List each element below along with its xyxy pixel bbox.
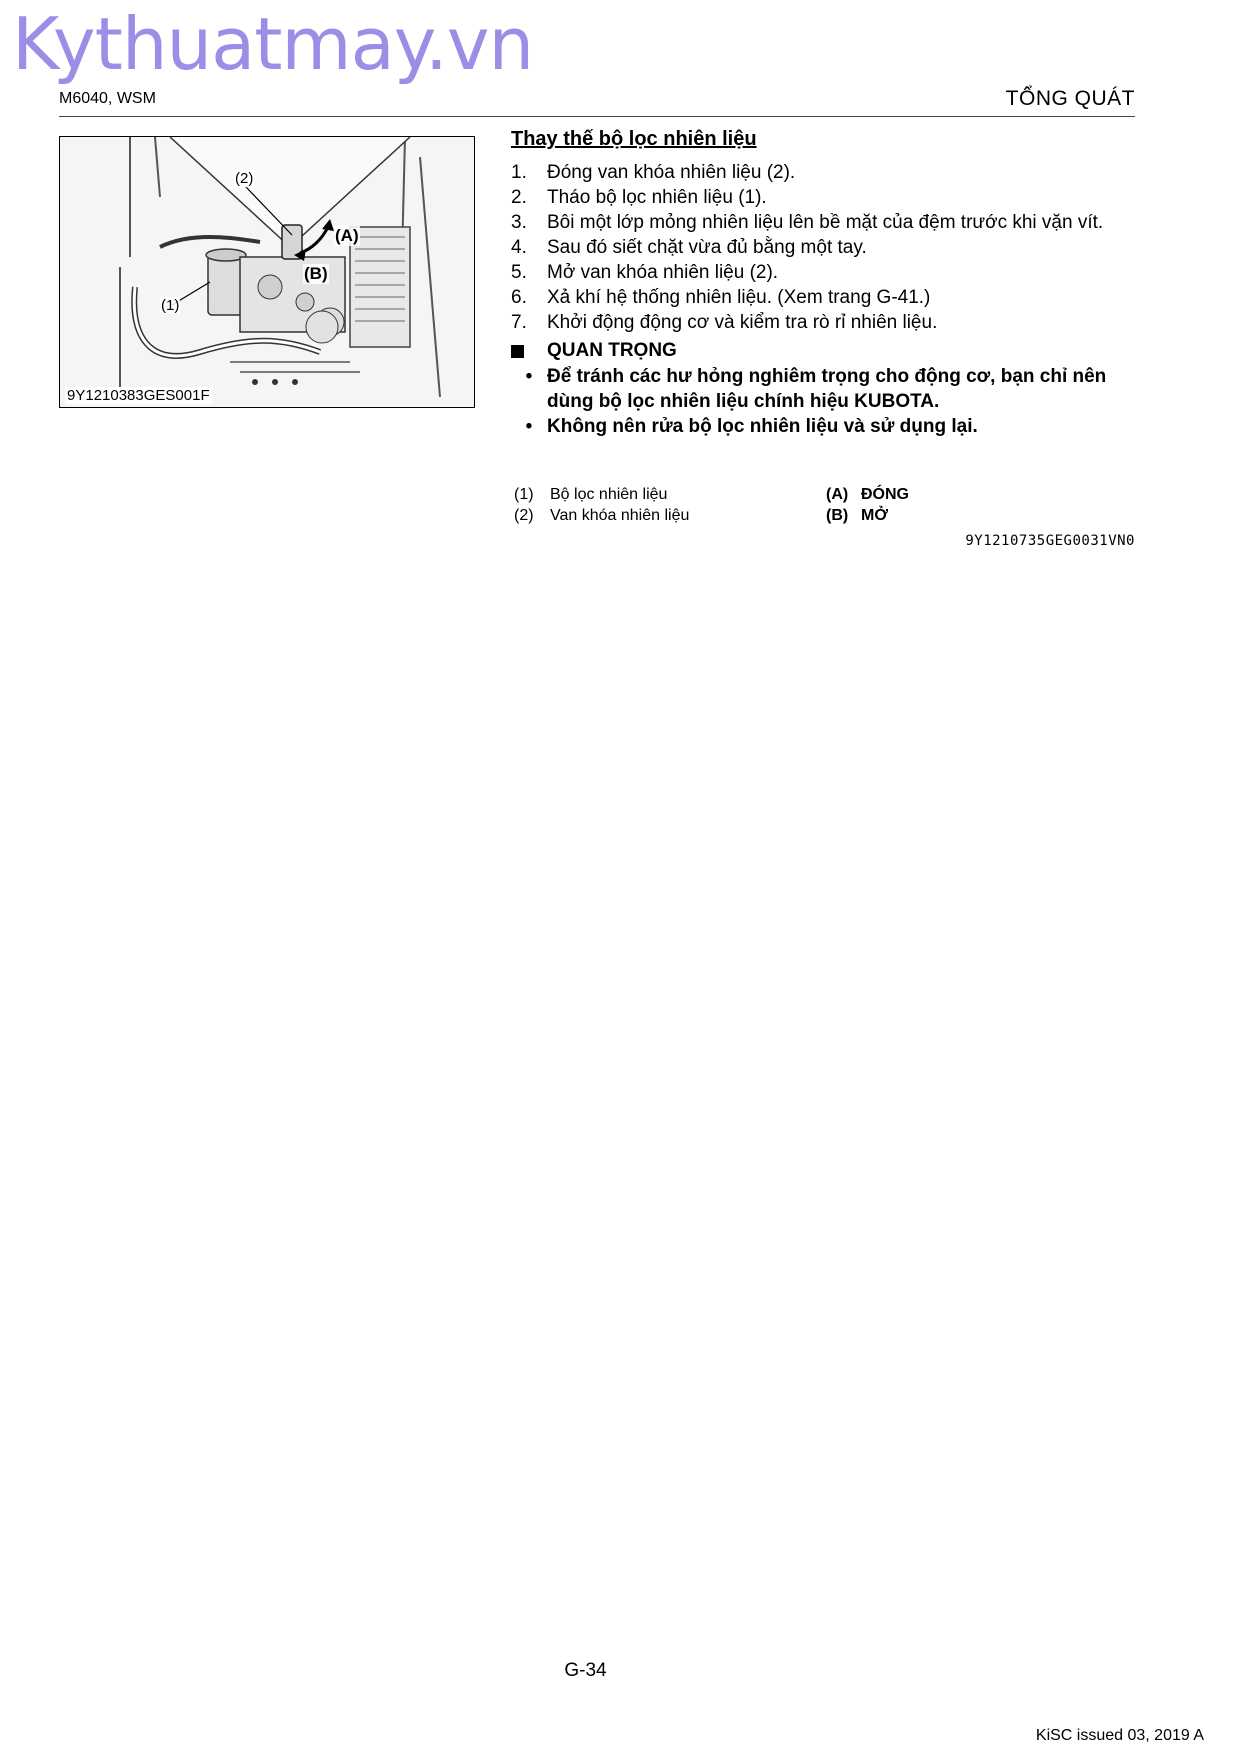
- important-list: [511, 364, 1131, 439]
- step-number: 6.: [511, 287, 527, 308]
- step-item: [511, 235, 1131, 260]
- important-label: QUAN TRỌNG: [547, 340, 677, 361]
- legend-label: Van khóa nhiên liệu: [550, 507, 690, 524]
- legend-value: MỞ: [861, 507, 888, 524]
- document-code: 9Y1210735GEG0031VN0: [965, 533, 1135, 549]
- step-item: [511, 285, 1131, 310]
- step-item: [511, 260, 1131, 285]
- step-text: Xả khí hệ thống nhiên liệu. (Xem trang G-41.): [547, 287, 931, 308]
- step-text: Sau đó siết chặt vừa đủ bằng một tay.: [547, 237, 867, 258]
- step-text: Khởi động động cơ và kiểm tra rò rỉ nhiên liệu.: [547, 312, 938, 333]
- callout-2: (2): [235, 170, 254, 187]
- figure-code: 9Y1210383GES001F: [67, 387, 210, 404]
- procedure-title: Thay thế bộ lọc nhiên liệu: [511, 128, 757, 150]
- procedure-steps: [511, 160, 1131, 335]
- issued-note: KiSC issued 03, 2019 A: [1035, 1727, 1204, 1744]
- step-item: [511, 210, 1131, 235]
- square-bullet-icon: [511, 345, 524, 358]
- legend-row: [514, 505, 1134, 526]
- step-number: 4.: [511, 237, 527, 258]
- legend-key: (A): [826, 486, 849, 503]
- step-number: 7.: [511, 312, 527, 333]
- legend-row: [514, 484, 1134, 505]
- step-text: Đóng van khóa nhiên liệu (2).: [547, 162, 796, 183]
- callout-B: (B): [304, 264, 328, 283]
- watermark: Kythuatmay.vn: [12, 2, 534, 86]
- fuel-filter-figure: [59, 136, 475, 408]
- legend: [514, 484, 1134, 526]
- page-number: G-34: [564, 1660, 607, 1681]
- important-item: [511, 414, 1131, 439]
- callout-1: (1): [161, 297, 180, 314]
- important-item: [511, 364, 1131, 414]
- header-section: TỔNG QUÁT: [1005, 87, 1135, 110]
- legend-number: (2): [514, 507, 534, 524]
- legend-key: (B): [826, 507, 849, 524]
- step-item: [511, 160, 1131, 185]
- step-number: 3.: [511, 212, 527, 233]
- step-text: Mở van khóa nhiên liệu (2).: [547, 262, 779, 283]
- important-text: Không nên rửa bộ lọc nhiên liệu và sử dụng lại.: [547, 416, 978, 437]
- header-model: M6040, WSM: [59, 90, 156, 107]
- engine-illustration: [60, 137, 474, 407]
- step-item: [511, 185, 1131, 210]
- bullet-icon: •: [525, 366, 533, 387]
- bullet-icon: •: [525, 416, 533, 437]
- step-text: Tháo bộ lọc nhiên liệu (1).: [547, 187, 767, 208]
- step-number: 2.: [511, 187, 527, 208]
- step-item: [511, 310, 1131, 335]
- step-number: 1.: [511, 162, 527, 183]
- header-divider: [59, 116, 1135, 117]
- step-text: Bôi một lớp mỏng nhiên liệu lên bề mặt của đệm trước khi vặn vít.: [547, 212, 1104, 233]
- legend-number: (1): [514, 486, 534, 503]
- step-number: 5.: [511, 262, 527, 283]
- important-heading: [511, 340, 1131, 362]
- callout-A: (A): [335, 226, 359, 245]
- procedure-section: [511, 128, 1131, 439]
- legend-value: ĐÓNG: [861, 486, 909, 503]
- important-text: Để tránh các hư hỏng nghiêm trọng cho động cơ, bạn chỉ nên dùng bộ lọc nhiên liệu chính hiệu KUBOTA.: [547, 366, 1107, 412]
- legend-label: Bộ lọc nhiên liệu: [550, 486, 668, 503]
